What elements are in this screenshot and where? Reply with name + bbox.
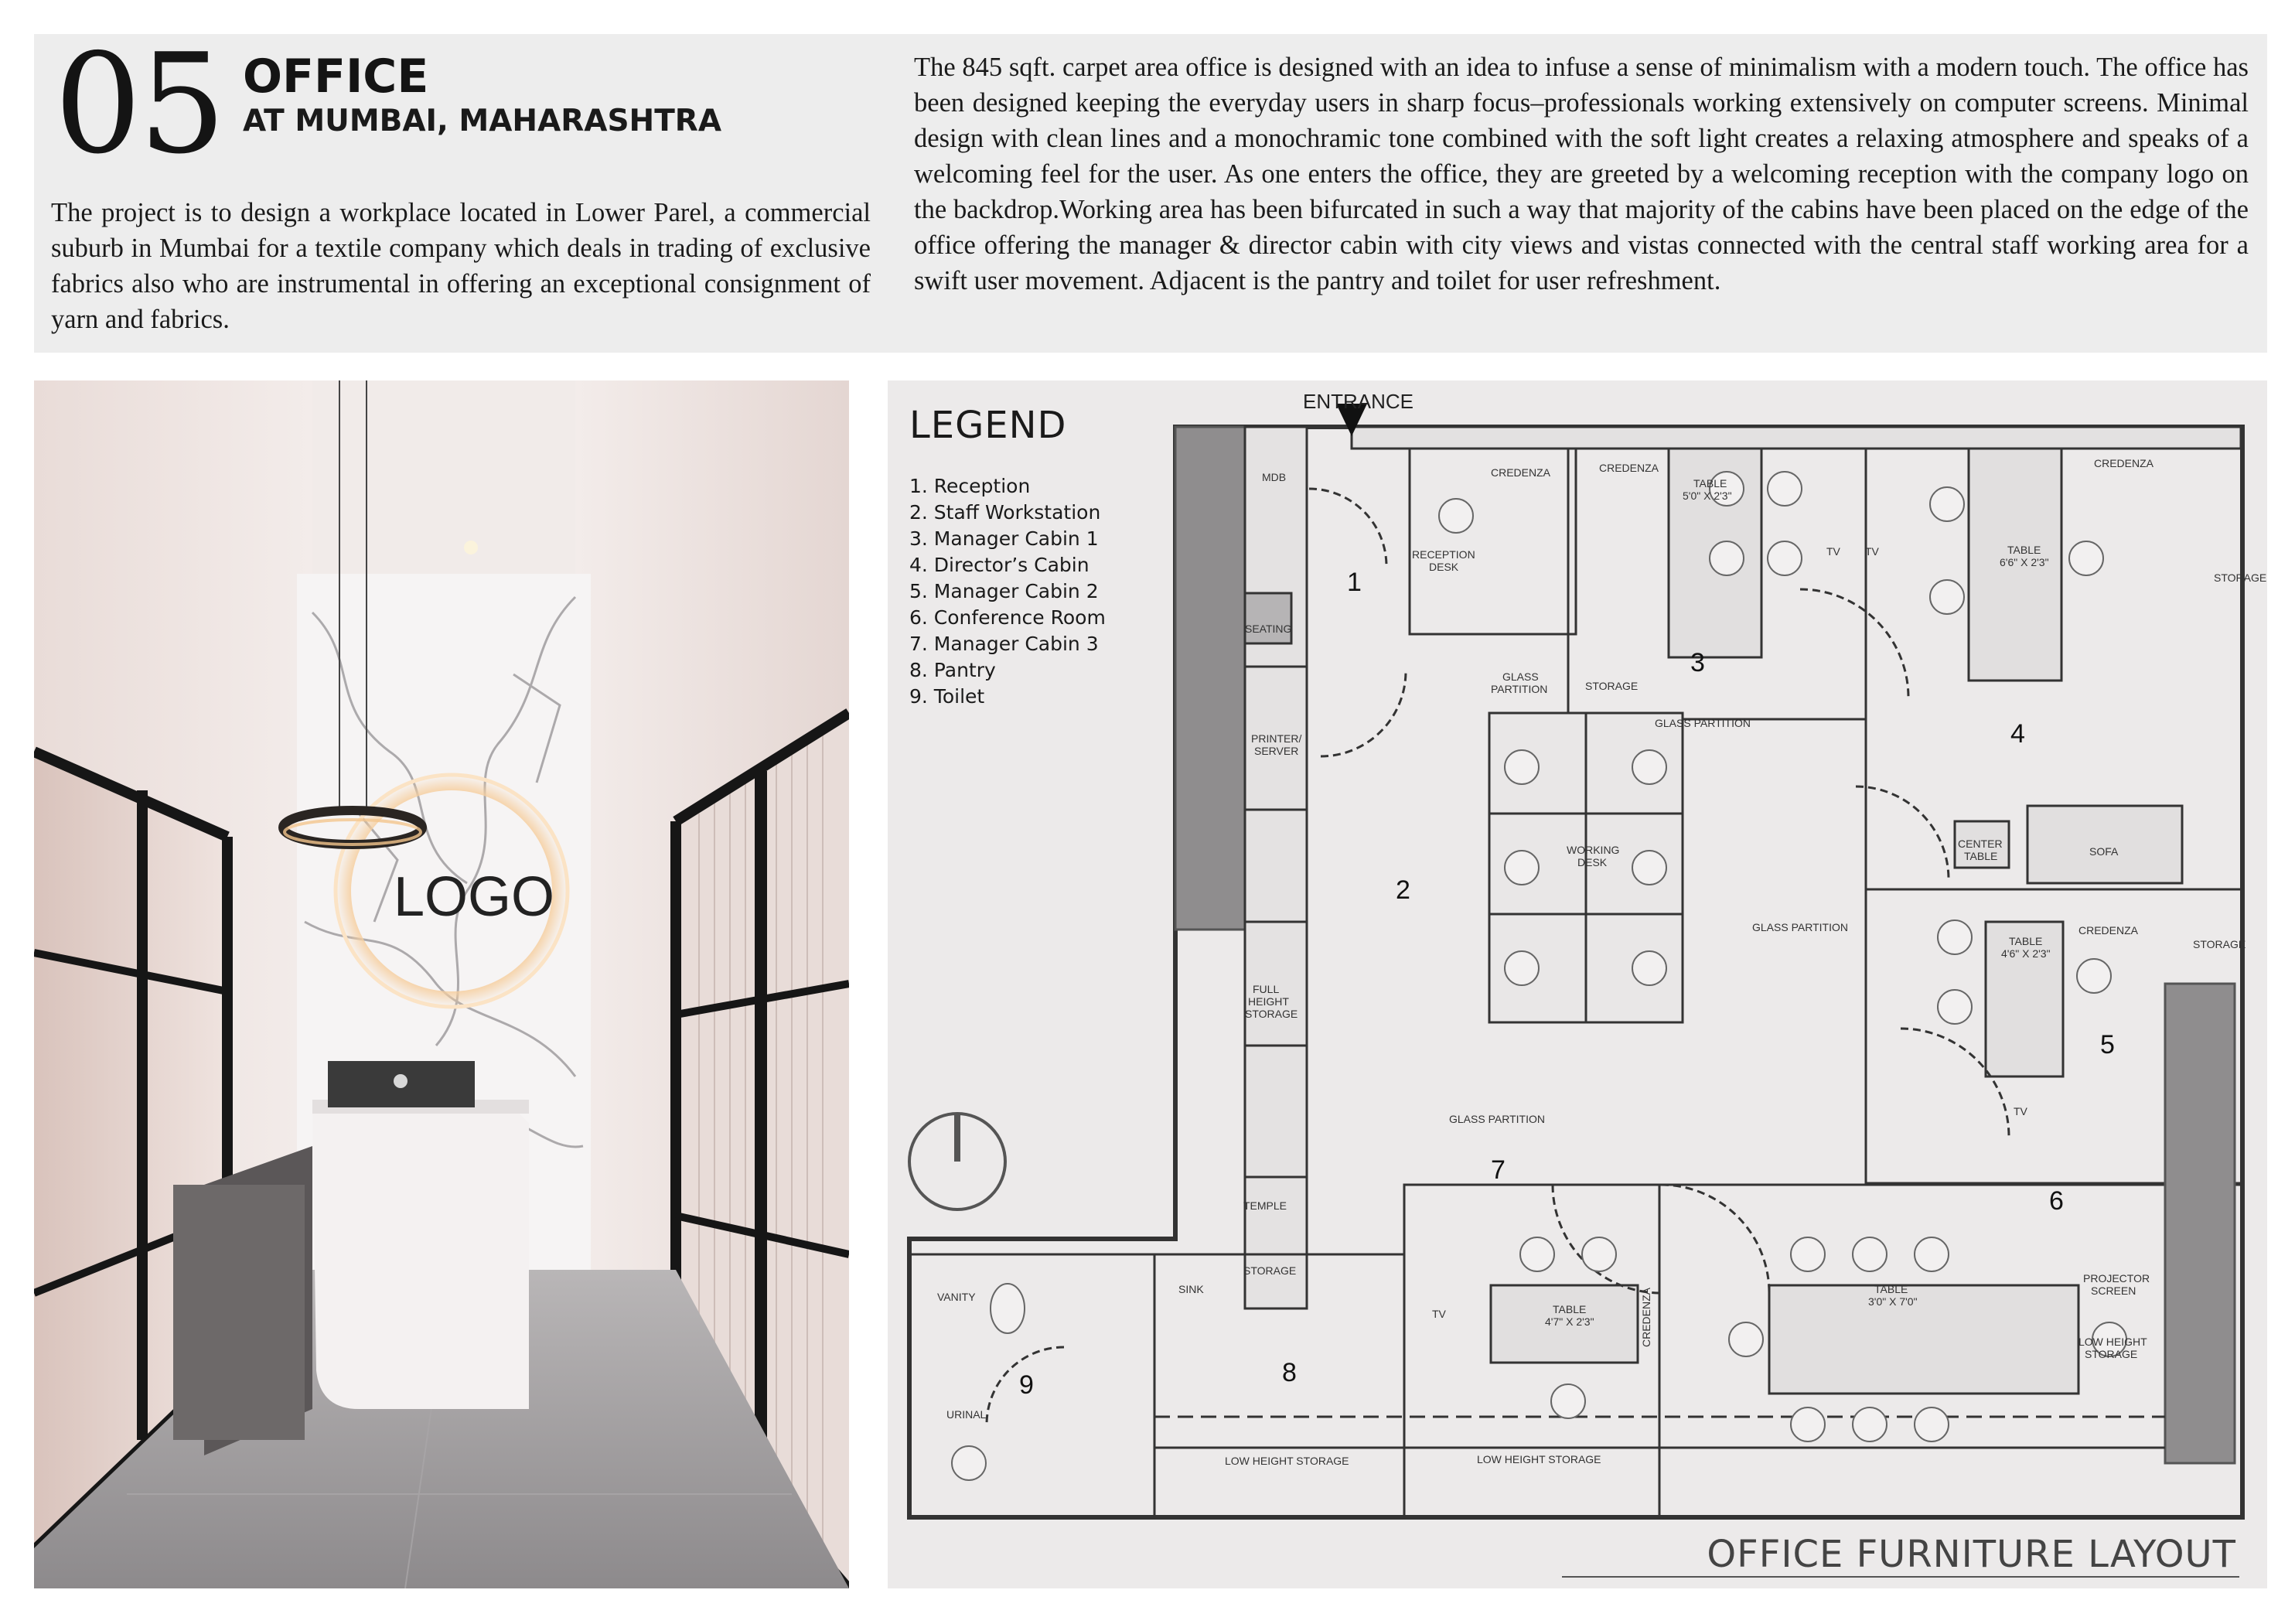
furniture-layout-panel [888, 380, 2267, 1588]
plan-label-vanity: VANITY [937, 1291, 976, 1303]
plan-label-projector: SCREEN [2091, 1285, 2136, 1297]
plan-label-mdb: MDB [1262, 471, 1287, 483]
plan-label-glass-partition: GLASS PARTITION [1449, 1113, 1545, 1125]
plan-label-low-height-storage: LOW HEIGHT STORAGE [1225, 1455, 1349, 1467]
project-description: The 845 sqft. carpet area office is designed with an idea to infuse a sense of minimalism with a modern touch. The office has been designed keeping the everyday users in sharp focus–professionals working extensively on computer screens. Minimal design with clean lines and a monochramic tone combined with the soft light creates a relaxing atmosphere and speaks of a welcoming feel for the user. As one enters the office, they are greeted by a welcoming reception with the company logo on the backdrop.Working area has been bifurcated in such a way that majority of the cabins have been placed on the edge of the office offering the manager & director cabin with city views and vistas connected with the central staff working area for a swift user movement. Adjacent is the pantry and toilet for user refreshment. [914, 53, 2249, 295]
legend-item: 6. Conference Room [909, 606, 1106, 629]
room-number: 7 [1491, 1155, 1506, 1185]
plan-label-table-conference: TABLE [1874, 1283, 1908, 1295]
legend-item: 7. Manager Cabin 3 [909, 633, 1099, 655]
legend-item: 4. Director’s Cabin [909, 554, 1090, 576]
room-number: 9 [1019, 1370, 1034, 1400]
plan-label-credenza: CREDENZA [1640, 1287, 1652, 1347]
legend-item: 8. Pantry [909, 659, 996, 681]
room-number: 2 [1396, 875, 1410, 905]
plan-label-full-height: HEIGHT [1248, 995, 1289, 1008]
plan-label-table-cabin-3-size: 4'7" X 2'3" [1545, 1315, 1594, 1328]
project-title: OFFICE [243, 49, 429, 104]
plan-label-working-desk: WORKING [1567, 844, 1620, 856]
project-number: 05 [54, 24, 223, 184]
room-number: 4 [2010, 719, 2025, 749]
legend-item: 9. Toilet [909, 685, 985, 708]
plan-label-sink: SINK [1178, 1283, 1204, 1295]
plan-label-credenza: CREDENZA [2078, 924, 2139, 937]
plan-label-low-height: LOW HEIGHT [2078, 1336, 2147, 1348]
plan-label-temple: TEMPLE [1243, 1199, 1287, 1212]
floor-plan [888, 380, 2267, 1588]
plan-label-credenza: CREDENZA [2094, 457, 2154, 469]
plan-label-glass-partition: GLASS PARTITION [1655, 717, 1751, 729]
plan-label-table-cabin-1: TABLE [1693, 477, 1727, 490]
room-number: 6 [2049, 1186, 2064, 1216]
plan-label-projector: PROJECTOR [2083, 1272, 2150, 1285]
plan-label-reception-desk: RECEPTION [1412, 548, 1475, 561]
plan-label-working-desk: DESK [1577, 856, 1608, 868]
plan-label-entrance: ENTRANCE [1303, 390, 1414, 413]
plan-label-table-cabin-2-size: 4'6" X 2'3" [2001, 947, 2051, 960]
render-logo-text: LOGO [394, 866, 555, 928]
reception-render [34, 380, 849, 1588]
plan-label-glass: GLASS [1502, 670, 1539, 683]
reception-render-illustration [34, 380, 849, 1588]
plan-label-storage: STORAGE [1585, 680, 1639, 692]
legend-title: LEGEND [909, 404, 1067, 447]
plan-label-table-cabin-3: TABLE [1553, 1303, 1587, 1315]
plan-label-center-table: TABLE [1964, 850, 1998, 862]
plan-label-table-director: TABLE [2007, 544, 2041, 556]
plan-label-full-height: FULL [1253, 983, 1280, 995]
legend-item: 1. Reception [909, 475, 1031, 497]
plan-label-partition: PARTITION [1491, 683, 1548, 695]
plan-label-storage: STORAGE [2214, 571, 2267, 584]
project-subtitle: AT MUMBAI, MAHARASHTRA [243, 104, 722, 138]
plan-label-server: SERVER [1254, 745, 1299, 757]
plan-label-low-height: STORAGE [2085, 1348, 2138, 1360]
room-number: 1 [1347, 568, 1362, 597]
plan-label-seating: SEATING [1245, 623, 1292, 635]
plan-label-storage: STORAGE [2193, 938, 2246, 950]
room-number: 5 [2100, 1030, 2115, 1059]
plan-label-printer: PRINTER/ [1251, 732, 1302, 745]
room-number: 3 [1690, 648, 1705, 677]
plan-label-storage: STORAGE [1243, 1264, 1297, 1277]
plan-label-tv: TV [1865, 545, 1879, 558]
header-panel [34, 24, 2267, 353]
project-intro: The project is to design a workplace located in Lower Parel, a commercial suburb in Mumbai for a textile company which deals in trading of exclusive fabrics also who are instrumental in offering an exceptional consignment of yarn and fabrics. [51, 198, 871, 334]
plan-label-table-cabin-2: TABLE [2009, 935, 2043, 947]
plan-label-tv: TV [1432, 1308, 1446, 1320]
legend-item: 5. Manager Cabin 2 [909, 580, 1099, 602]
plan-label-table-cabin-1-size: 5'0" X 2'3" [1683, 490, 1732, 502]
plan-label-table-conference-size: 3'0" X 7'0" [1868, 1295, 1918, 1308]
plan-label-tv: TV [2014, 1105, 2027, 1117]
plan-label-table-director-size: 6'6" X 2'3" [2000, 556, 2049, 568]
plan-label-full-height: STORAGE [1245, 1008, 1298, 1020]
plan-label-tv: TV [1826, 545, 1840, 558]
room-number: 8 [1282, 1358, 1297, 1387]
plan-label-credenza: CREDENZA [1599, 462, 1659, 474]
plan-label-credenza: CREDENZA [1491, 466, 1551, 479]
plan-label-center-table: CENTER [1958, 838, 2003, 850]
legend-item: 2. Staff Workstation [909, 501, 1101, 524]
plan-label-sofa: SOFA [2089, 845, 2119, 858]
legend-item: 3. Manager Cabin 1 [909, 527, 1099, 550]
plan-label-reception-desk: DESK [1429, 561, 1459, 573]
plan-label-urinal: URINAL [946, 1408, 987, 1421]
plan-label-low-height-storage: LOW HEIGHT STORAGE [1477, 1453, 1601, 1465]
plan-caption: OFFICE FURNITURE LAYOUT [1707, 1533, 2236, 1576]
caption-underline [1562, 1576, 2239, 1578]
plan-label-glass-partition: GLASS PARTITION [1752, 921, 1848, 933]
